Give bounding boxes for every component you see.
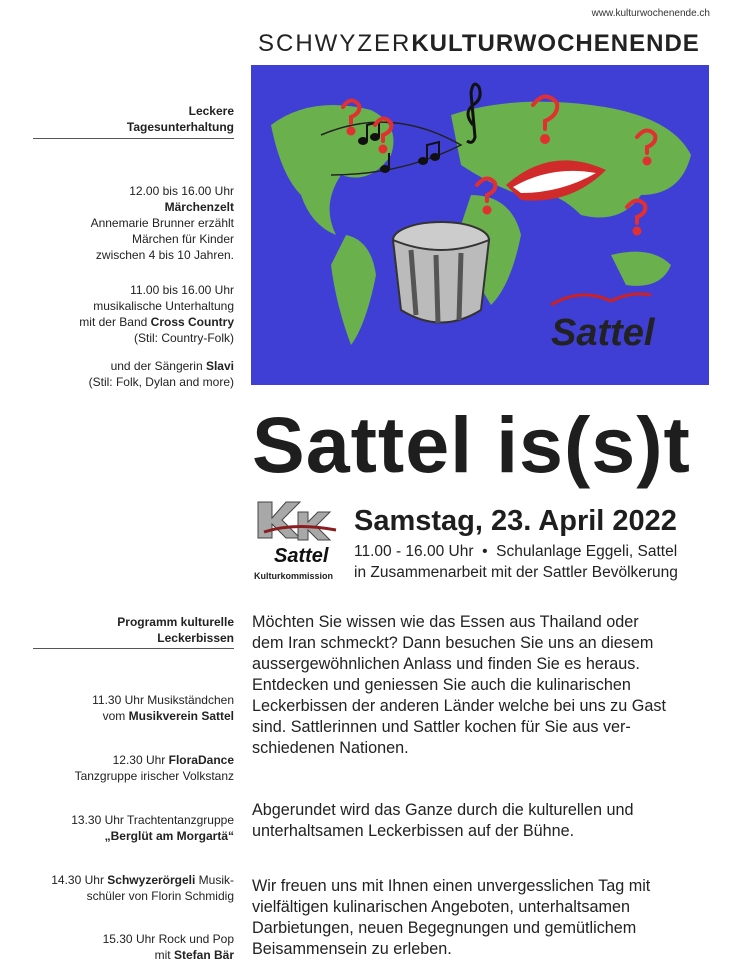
section-heading-program: Programm kulturelle Leckerbissen: [117, 615, 234, 645]
program-item: 11.30 Uhr Musikständchen vom Musikverein Sattel: [92, 693, 234, 723]
world-map-pot-illustration: [251, 65, 709, 385]
paragraph-intro: Möchten Sie wissen wie das Essen aus Thailand oder dem Iran schmeckt? Dann besuchen Sie uns an diesem aussergewöhnlichen Anlass und finden Sie es heraus. Entdecken und geniessen Sie auch die kulinarischen Leckerbissen der anderen Länder welche bei uns zu Gast sind. Sattlerinnen und Sattler kochen für Sie aus ver- schiedenen Nationen.: [252, 613, 666, 757]
program-item: 12.30 Uhr FloraDance Tanzgruppe irischer Volkstanz: [74, 753, 234, 783]
divider: [33, 138, 234, 139]
brand-thin: SCHWYZER: [258, 30, 412, 57]
program-item: 15.30 Uhr Rock und Pop mit Stefan Bär: [102, 932, 234, 962]
event-date: Samstag, 23. April 2022: [354, 505, 677, 537]
paragraph-closing: Wir freuen uns mit Ihnen einen unvergesslichen Tag mit vielfältigen kulinarischen Angeboten, unterhaltsamen Darbietungen, neuen Begegnungen und gemütlichem Beisammensein zu erleben.: [252, 877, 651, 958]
kulturkommission-label: Kulturkommission: [254, 571, 334, 581]
kulturkommission-logo: [254, 498, 346, 568]
event-cooperation: in Zusammenarbeit mit der Sattler Bevölkerung: [354, 564, 678, 581]
event-title: Sattel is(s)t: [252, 400, 691, 489]
website-url: www.kulturwochenende.ch: [591, 8, 710, 19]
paragraph-stage: Abgerundet wird das Ganze durch die kulturellen und unterhaltsamen Leckerbissen auf der Bühne.: [252, 801, 634, 840]
event-cross-country: 11.00 bis 16.00 Uhr musikalische Unterhaltung mit der Band Cross Country (Stil: Country-Folk): [79, 283, 234, 345]
brand-title: [258, 30, 700, 58]
program-item: 14.30 Uhr Schwyzerörgeli Musik- schüler von Florin Schmidig: [51, 873, 234, 903]
section-heading-daytime: Leckere Tagesunterhaltung: [126, 104, 234, 134]
kk-sattel-logo: Sattel: [274, 545, 329, 567]
brand-bold: KULTURWOCHENENDE: [411, 30, 700, 57]
program-item: 13.30 Uhr Trachtentanzgruppe „Berglüt am Morgartä“: [71, 813, 234, 843]
kk-letters-icon: [258, 502, 330, 540]
event-maerchenzelt: 12.00 bis 16.00 Uhr Märchenzelt Annemarie Brunner erzählt Märchen für Kinder zwischen 4 bis 10 Jahren.: [90, 184, 234, 262]
event-slavi: und der Sängerin Slavi (Stil: Folk, Dylan and more): [88, 359, 234, 389]
sattel-logo: Sattel: [551, 312, 655, 354]
hero-illustration: [251, 65, 709, 385]
event-time-location: 11.00 - 16.00 Uhr • Schulanlage Eggeli, Sattel: [354, 543, 678, 560]
divider: [33, 648, 234, 649]
